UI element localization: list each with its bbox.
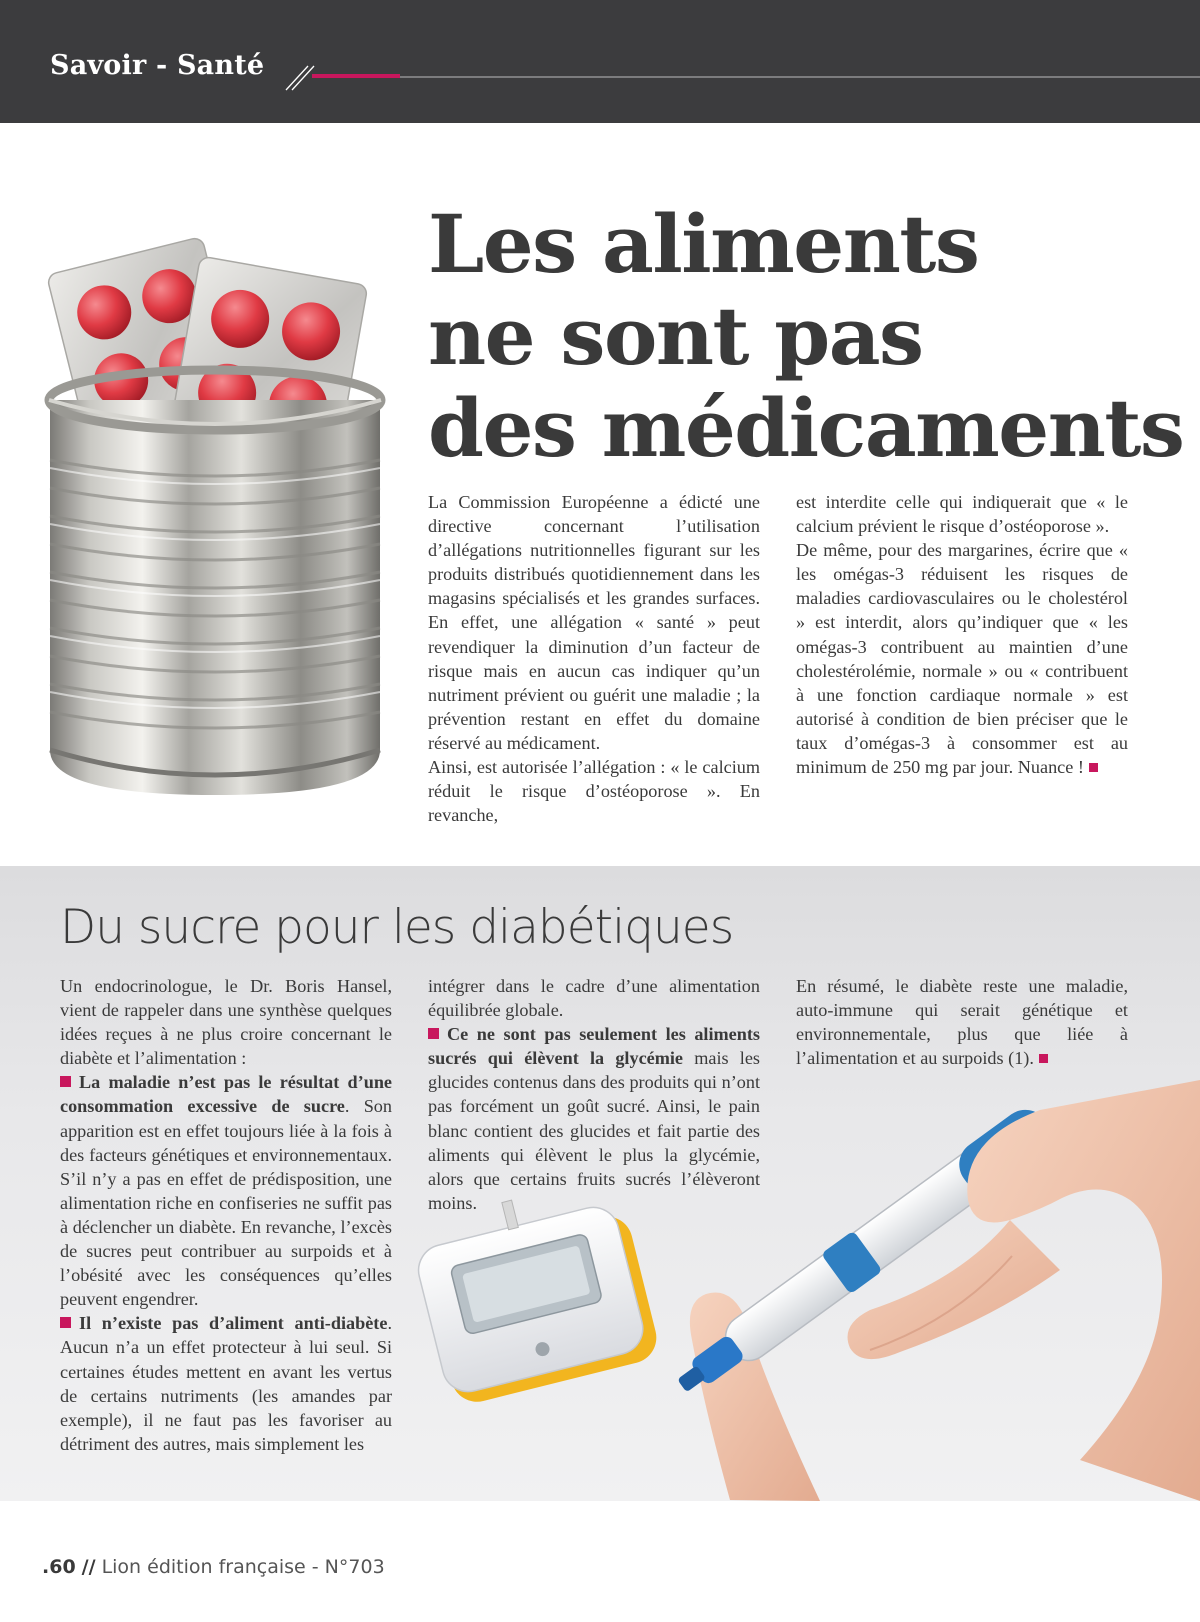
point-text: . Son apparition est en effet toujours liée à la fois à des facteurs génétiques et environnementaux. S’il n’y a pas en effet de prédisposition, une alimentation riche en confiseries ne suffit pas à déclencher un diabète. En revanche, l’excès de sucres peut contribuer au surpoids et à l’obésité avec les conséquences qu’elles peuvent engendrer. [60,1096,392,1310]
header-decorative-rule [284,62,1200,92]
point-text: . Aucun n’a un effet protecteur à lui seul. Si certaines études mettent en avant les vertus de certains nutriments (les amandes par exemple), il ne faut pas les favoriser au détriment des autres, mais simplement les [60,1313,392,1454]
sidebar-title: Du sucre pour les diabétiques [60,900,734,955]
point-paragraph [428,1022,760,1215]
point-paragraph [60,1311,392,1456]
point-heading: Ce ne sont pas seulement les aliments sucrés qui élèvent la glycémie [428,1024,760,1069]
article-title-line: ne sont pas [428,289,923,383]
page-number: .60 [42,1556,76,1578]
sidebar-column-1 [60,974,392,1456]
point-paragraph [60,1070,392,1311]
article-column-1 [428,490,760,827]
paragraph-text: De même, pour des margarines, écrire que « les omégas-3 réduisent les risques de maladies cardiovasculaires ou le cholestérol » est interdit, alors qu’indiquer que « les omégas-3 contribuent au maintien d’une cholestérolémie, normale » ou « contribuent à une fonction cardiaque normale » est autorisé à condition de bien préciser que le taux d’omégas-3 à consommer est au minimum de 250 mg par jour. Nuance ! [796,540,1128,778]
bullet-square-icon [60,1076,71,1087]
paragraph: est interdite celle qui indiquerait que « le calcium prévient le risque d’ostéoporose ». [796,492,1128,537]
sidebar-column-3 [796,974,1128,1070]
point-heading: La maladie n’est pas le résultat d’une consommation excessive de sucre [60,1072,392,1117]
paragraph: intégrer dans le cadre d’une alimentation équilibrée globale. [428,976,760,1021]
summary-paragraph [796,974,1128,1070]
point-text: mais les glucides contenus dans des produits qui n’ont pas forcément un goût sucré. Ainsi, le pain blanc contient des glucides et fait partie des aliments qui élèvent le plus la glycémie, alors que certains fruits sucrés l’élèveront moins. [428,1048,760,1213]
article-title-line: des médicaments [428,381,1184,475]
summary-text: En résumé, le diabète reste une maladie, auto-immune qui serait génétique et environnementale, plus que liée à l’alimentation et au surpoids (1). [796,976,1128,1069]
footer-separator: // [81,1556,96,1578]
paragraph: Ainsi, est autorisée l’allégation : « le calcium réduit le risque d’ostéoporose ». En revanche, [428,757,760,826]
sidebar-column-2 [428,974,760,1215]
bullet-square-icon [60,1317,71,1328]
bullet-square-icon [428,1028,439,1039]
paragraph: La Commission Européenne a édicté une directive concernant l’utilisation d’allégations nutritionnelles figurant sur les produits distribués quotidiennement dans les magasins spécialisés et les grandes surfaces. En effet, une allégation « santé » peut revendiquer la diminution d’un facteur de risque mais en aucun cas indiquer qu’un nutriment prévient ou guérit une maladie ; la prévention restant en effet du domaine réservé au médicament. [428,492,760,753]
page-footer [42,1556,385,1578]
paragraph [796,538,1128,779]
end-of-article-square-icon [1039,1054,1048,1063]
point-heading: Il n’existe pas d’aliment anti-diabète [79,1313,388,1334]
section-label: Savoir - Santé [50,50,265,81]
article-column-2 [796,490,1128,779]
article-title-line: Les aliments [428,197,979,291]
article-title [428,197,1184,475]
pill-blister-tin-can-icon [40,230,400,810]
end-of-article-square-icon [1089,763,1098,772]
publication-name: Lion édition française - N°703 [101,1556,385,1578]
intro-paragraph: Un endocrinologue, le Dr. Boris Hansel, vient de rappeler dans une synthèse quelques idées reçues à ne plus croire concernant le diabète et l’alimentation : [60,976,392,1069]
section-header-bar [0,0,1200,123]
